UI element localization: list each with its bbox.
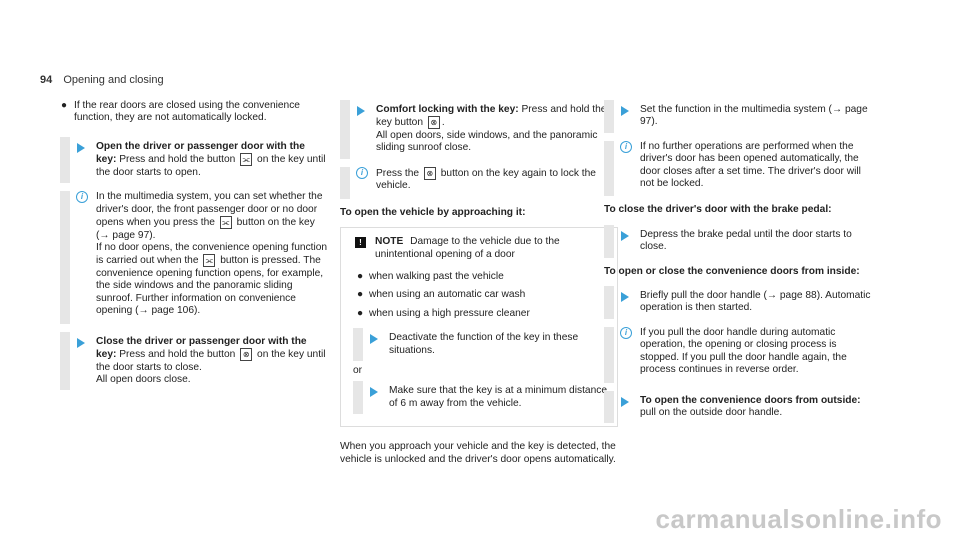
note-header xyxy=(353,236,607,261)
subheading: To open or close the convenience doors from inside: xyxy=(604,265,860,277)
list-item: ● when using an automatic car wash xyxy=(357,289,526,301)
step-arrow-icon xyxy=(621,397,629,407)
page-header xyxy=(40,74,164,86)
step-arrow-icon xyxy=(77,143,85,153)
bullet-icon: ● xyxy=(357,307,364,319)
subheading: To open the vehicle by approaching it: xyxy=(340,206,526,218)
column-3 xyxy=(604,100,876,431)
list-item: ● when using a high pressure cleaner xyxy=(357,307,530,319)
step-title: To open the convenience doors from outside: xyxy=(640,394,861,406)
info-note: i If no further operations are performed when the driver's door has been opened automatically, the door closes after a set time. The driver's door will not be locked. xyxy=(604,141,876,197)
note-step-deactivate: Deactivate the function of the key in these situations. xyxy=(353,328,607,361)
note-list xyxy=(353,271,607,320)
section-title: Opening and closing xyxy=(63,74,164,86)
step-arrow-icon xyxy=(370,334,378,344)
key-open-button-icon: ⫘ xyxy=(203,254,215,267)
info-icon: i xyxy=(356,167,368,179)
list-item: ● If the rear doors are closed using the convenience function, they are not automatically locked. xyxy=(61,100,300,124)
info-note: i If you pull the door handle during automatic operation, the opening or closing process is stopped. If you pull the door handle again, the process continues in reverse order. xyxy=(604,327,876,383)
step-open-door: Open the driver or passenger door with the key: Press and hold the button ⫘ on the key until the door starts to open. xyxy=(60,137,328,183)
key-close-button-icon: ⊗ xyxy=(424,167,436,180)
step-arrow-icon xyxy=(77,338,85,348)
watermark: carmanualsonline.info xyxy=(655,503,942,534)
bullet-icon: ● xyxy=(357,271,364,283)
step-title: Open the driver or passenger door with the key: xyxy=(96,140,305,166)
info-note: i In the multimedia system, you can set whether the driver's door, the front passenger door or no door opens when you press the ⫘ button on the key (→ page 97). If no door opens, the convenience opening function is carried out when the ⫘ button is pressed. The convenience opening function opens, for example, the side windows and the panoramic sliding sunroof. Further information on convenience opening (→ page 106). xyxy=(60,191,328,323)
step-title: Comfort locking with the key: xyxy=(376,104,519,115)
step-set-function: Set the function in the multimedia system (→ page 97). xyxy=(604,100,876,133)
bullet-icon: ● xyxy=(357,289,364,301)
info-note: i Press the ⊗ button on the key again to lock the vehicle. xyxy=(340,167,618,199)
note-label: NOTE xyxy=(375,236,404,248)
key-open-button-icon: ⫘ xyxy=(240,153,252,166)
note-text: Damage to the vehicle due to the unintentional opening of a door xyxy=(375,236,560,260)
step-open-outside: To open the convenience doors from outside: pull on the outside door handle. xyxy=(604,391,876,424)
list-item: ● when walking past the vehicle xyxy=(357,271,504,283)
step-pull-handle: Briefly pull the door handle (→ page 88). Automatic operation is then started. xyxy=(604,286,876,319)
step-arrow-icon xyxy=(370,387,378,397)
step-close-door: Close the driver or passenger door with the key: Press and hold the button ⊗ on the key until the door starts to close. All open doors close. xyxy=(60,332,328,391)
page-number: 94 xyxy=(40,74,53,86)
column-2 xyxy=(328,100,618,466)
step-brake-pedal: Depress the brake pedal until the door starts to close. xyxy=(604,225,876,258)
info-icon: i xyxy=(76,191,88,203)
warning-icon: ! xyxy=(355,237,366,248)
step-comfort-locking: Comfort locking with the key: Press and hold the key button ⊗ . All open doors, side windows, and the panoramic sliding sunroof close. xyxy=(340,100,618,159)
note-step-distance: Make sure that the key is at a minimum distance of 6 m away from the vehicle. xyxy=(353,381,607,414)
subheading: To close the driver's door with the brake pedal: xyxy=(604,204,832,216)
body-paragraph: When you approach your vehicle and the key is detected, the vehicle is unlocked and the driver's door opens automatically. xyxy=(340,441,616,465)
note-box xyxy=(340,227,618,427)
info-icon: i xyxy=(620,327,632,339)
key-close-button-icon: ⊗ xyxy=(428,116,440,129)
info-icon: i xyxy=(620,141,632,153)
step-arrow-icon xyxy=(621,292,629,302)
step-arrow-icon xyxy=(357,106,365,116)
key-open-button-icon: ⫘ xyxy=(220,216,232,229)
column-1 xyxy=(60,100,328,398)
key-close-button-icon: ⊗ xyxy=(240,348,252,361)
bullet-icon: ● xyxy=(61,100,68,111)
step-title: Close the driver or passenger door with the key: xyxy=(96,335,307,361)
step-arrow-icon xyxy=(621,106,629,116)
step-arrow-icon xyxy=(621,231,629,241)
or-label: or xyxy=(353,365,363,377)
